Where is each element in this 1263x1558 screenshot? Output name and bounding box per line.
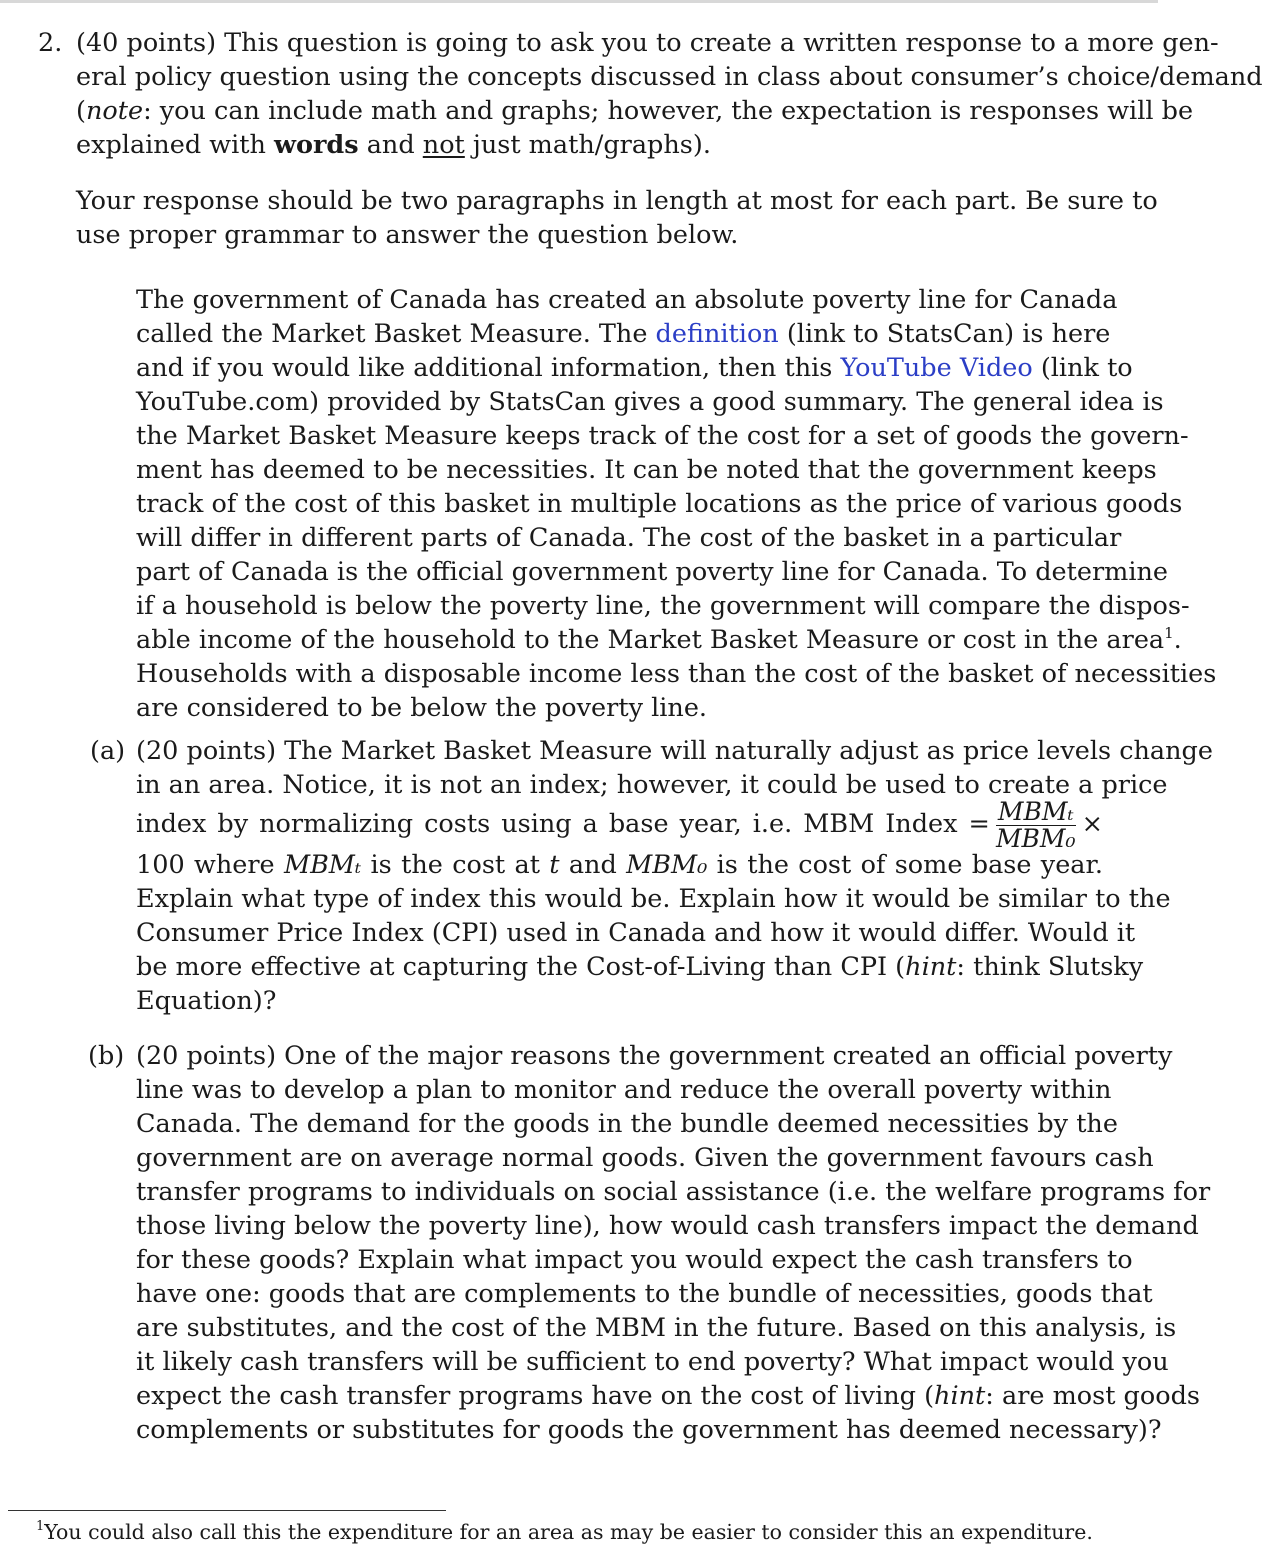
part-b-line: government are on average normal goods. Given the government favours cash <box>136 1143 1154 1173</box>
part-a-line: be more effective at capturing the Cost-of-Living than CPI (hint: think Slutsky <box>136 952 1144 982</box>
part-b-text <box>136 1039 1211 1447</box>
part-b-line: complements or substitutes for goods the government has deemed necessary)? <box>136 1415 1162 1445</box>
context-line: able income of the household to the Market Basket Measure or cost in the area$^1$. <box>136 624 1182 655</box>
hint-emphasis: hint <box>905 952 957 982</box>
instructions-line: use proper grammar to answer the question below. <box>76 220 739 250</box>
part-b-line: transfer programs to individuals on social assistance (i.e. the welfare programs for <box>136 1177 1211 1207</box>
definition-link[interactable]: definition <box>655 319 779 349</box>
intro-line: explained with words and not just math/graphs). <box>76 130 711 160</box>
footnote-text: You could also call this the expenditure for an area as may be easier to consider this an expenditure. <box>44 1520 1093 1544</box>
top-border <box>0 0 1158 3</box>
context-line: if a household is below the poverty line, the government will compare the dispos- <box>136 591 1190 621</box>
footnote <box>36 1518 1093 1546</box>
context-line: YouTube.com) provided by StatsCan gives a good summary. The general idea is <box>136 387 1164 417</box>
part-a-text <box>136 734 1213 1018</box>
mbm-index-fraction <box>995 796 1076 853</box>
fraction-denominator: MBM₀ <box>995 823 1076 853</box>
context-line: track of the cost of this basket in multiple locations as the price of various goods <box>136 489 1183 519</box>
part-a-line: 100 where MBMₜ is the cost at t and MBM₀ is the cost of some base year. <box>136 850 1103 880</box>
context-line: The government of Canada has created an absolute poverty line for Canada <box>136 285 1118 315</box>
footnote-rule <box>8 1510 446 1511</box>
youtube-video-link[interactable]: YouTube Video <box>840 353 1033 383</box>
part-b-line: (20 points) One of the major reasons the government created an official poverty <box>136 1041 1173 1071</box>
context-line: Households with a disposable income less than the cost of the basket of necessities <box>136 659 1217 689</box>
part-b-line: Canada. The demand for the goods in the bundle deemed necessities by the <box>136 1109 1118 1139</box>
part-a-label: (a) <box>90 736 126 766</box>
part-a-line: (20 points) The Market Basket Measure will naturally adjust as price levels change <box>136 736 1213 766</box>
context-line: and if you would like additional information, then this YouTube Video (link to <box>136 353 1133 383</box>
hint-emphasis: hint <box>934 1381 986 1411</box>
context-line: the Market Basket Measure keeps track of the cost for a set of goods the govern- <box>136 421 1189 451</box>
fraction-numerator: MBMₜ <box>997 796 1074 826</box>
part-a-line: Explain what type of index this would be. Explain how it would be similar to the <box>136 884 1171 914</box>
not-underline: not <box>422 130 465 160</box>
part-b-line: have one: goods that are complements to the bundle of necessities, goods that <box>136 1279 1153 1309</box>
part-a-line: in an area. Notice, it is not an index; however, it could be used to create a price <box>136 770 1168 800</box>
intro-line: eral policy question using the concepts discussed in class about consumer’s choice/demand <box>76 62 1263 92</box>
part-b-line: line was to develop a plan to monitor and reduce the overall poverty within <box>136 1075 1112 1105</box>
part-a-line: Consumer Price Index (CPI) used in Canada and how it would differ. Would it <box>136 918 1136 948</box>
intro-line: (note: you can include math and graphs; however, the expectation is responses will be <box>76 96 1194 126</box>
part-a-line: Equation)? <box>136 986 277 1016</box>
part-a-formula-line: index by normalizing costs using a base year, i.e. MBM Index = $\frac{\text{MBMₜ}}{\text{MBM₀}}$ × <box>136 796 1103 853</box>
context-line: called the Market Basket Measure. The definition (link to StatsCan) is here <box>136 319 1111 349</box>
part-b-line: it likely cash transfers will be sufficient to end poverty? What impact would you <box>136 1347 1169 1377</box>
part-b-label: (b) <box>88 1041 125 1071</box>
intro-line: (40 points) This question is going to ask you to create a written response to a more gen- <box>76 28 1219 58</box>
part-b-line: expect the cash transfer programs have on the cost of living (hint: are most goods <box>136 1381 1200 1411</box>
instructions-line: Your response should be two paragraphs in length at most for each part. Be sure to <box>76 186 1158 216</box>
footnote-ref: 1 <box>1164 624 1174 642</box>
question-number: 2. <box>38 28 63 58</box>
words-emphasis: words <box>274 130 359 160</box>
part-b-line: are substitutes, and the cost of the MBM in the future. Based on this analysis, is <box>136 1313 1177 1343</box>
context-line: are considered to be below the poverty line. <box>136 693 708 723</box>
context-line: ment has deemed to be necessities. It can be noted that the government keeps <box>136 455 1157 485</box>
context-line: will differ in different parts of Canada. The cost of the basket in a particular <box>136 523 1122 553</box>
part-b-line: for these goods? Explain what impact you would expect the cash transfers to <box>136 1245 1133 1275</box>
question-intro <box>76 26 1263 162</box>
context-line: part of Canada is the official government poverty line for Canada. To determine <box>136 557 1169 587</box>
instructions <box>76 184 1158 252</box>
context-paragraph <box>136 283 1217 725</box>
note-emphasis: note <box>85 96 144 126</box>
footnote-marker: 1 <box>36 1519 45 1534</box>
part-b-line: those living below the poverty line), how would cash transfers impact the demand <box>136 1211 1199 1241</box>
